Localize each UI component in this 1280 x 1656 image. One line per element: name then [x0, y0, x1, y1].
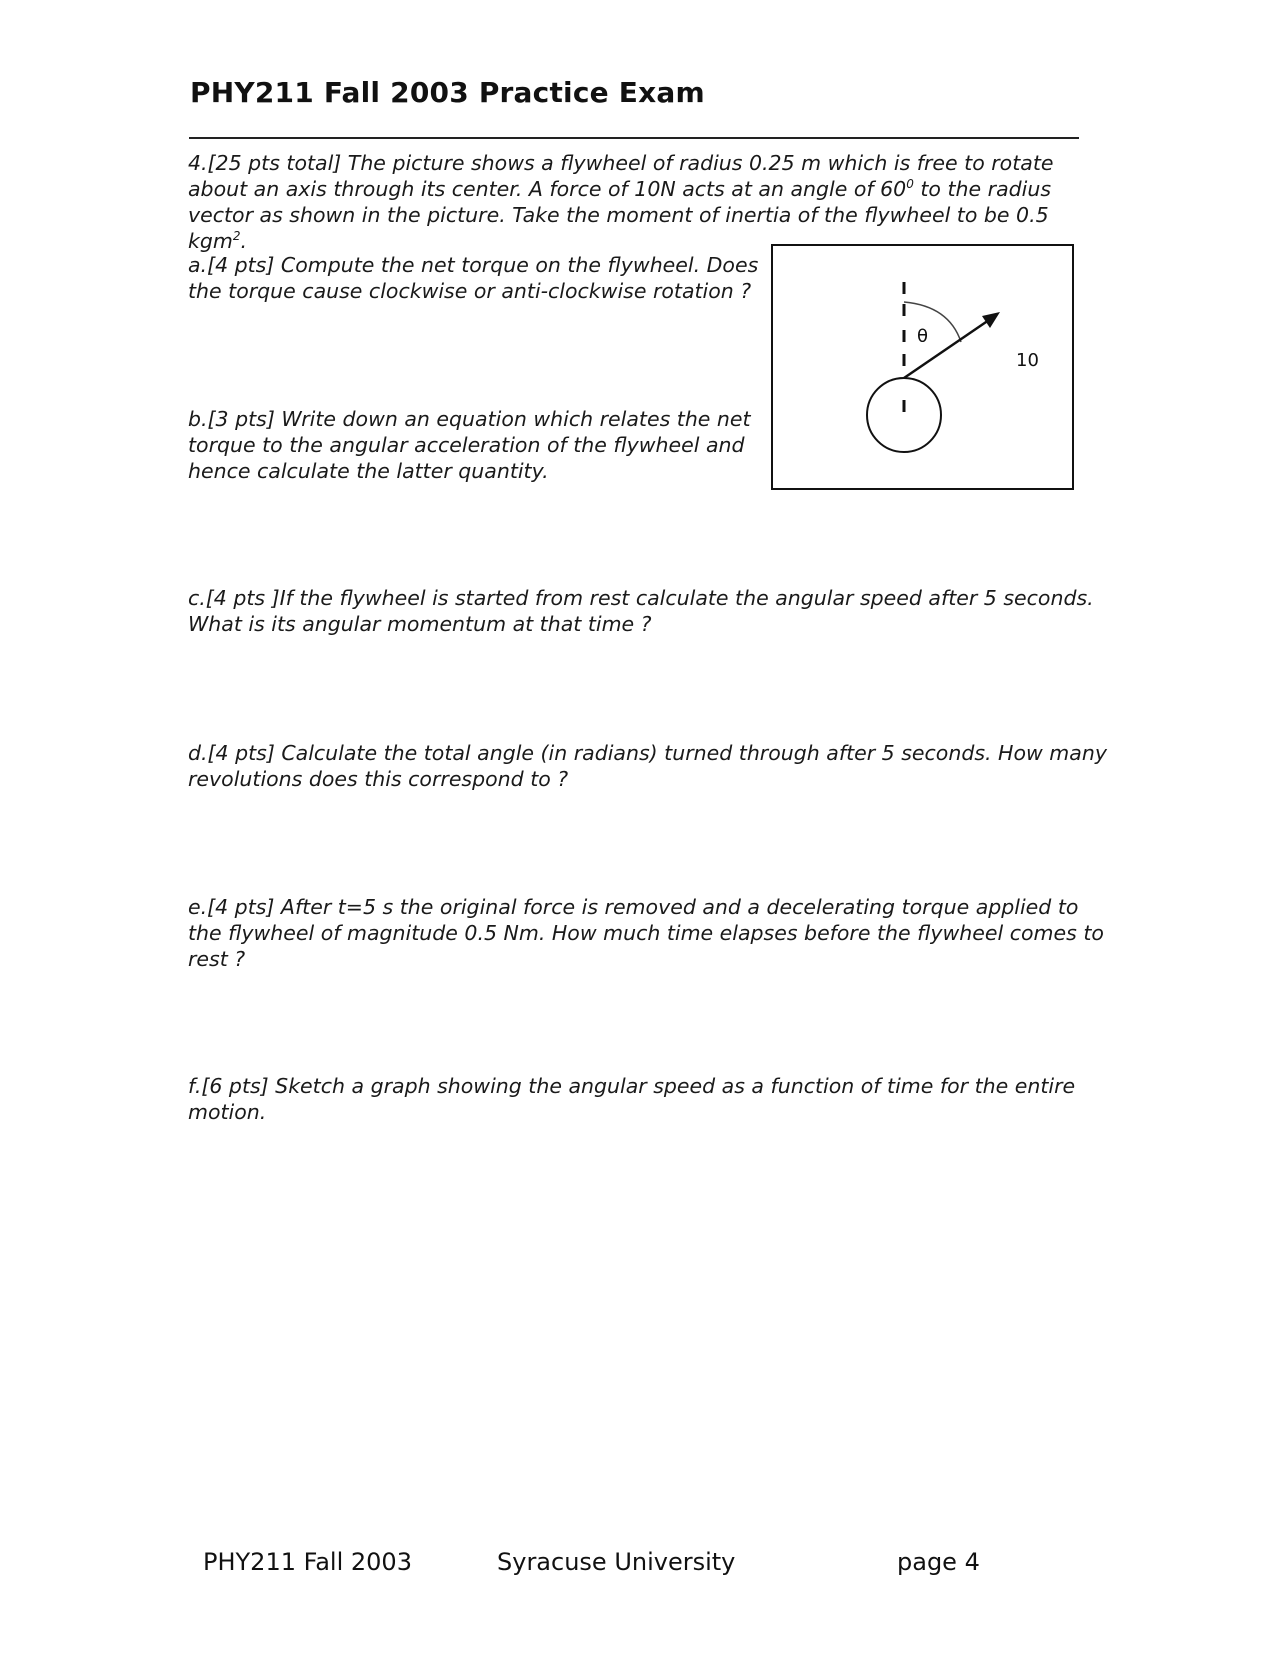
- question-f: f.[6 pts] Sketch a graph showing the angular speed as a function of time for the entire motion.: [188, 1074, 1076, 1124]
- page-title: PHY211 Fall 2003 Practice Exam: [190, 76, 705, 109]
- intro-text-3: .: [240, 229, 248, 253]
- question-e: e.[4 pts] After t=5 s the original force is removed and a decelerating torque applied to the flywheel of magnitude 0.5 Nm. How much time elapses before the flywheel comes to rest ?: [188, 895, 1104, 971]
- footer-page-number: page 4: [897, 1548, 980, 1576]
- degree-superscript: 0: [906, 177, 914, 191]
- title-divider: [189, 137, 1079, 139]
- force-label: 10: [1016, 350, 1039, 371]
- intro-text-2: to the radius vector as shown in the picture. Take the moment of inertia of the flywheel to be 0.5 kgm: [188, 177, 1052, 253]
- question-c: c.[4 pts ]If the flywheel is started from rest calculate the angular speed after 5 seconds. What is its angular momentum at that time ?: [188, 586, 1094, 636]
- problem-intro: [188, 150, 1108, 254]
- question-d: d.[4 pts] Calculate the total angle (in radians) turned through after 5 seconds. How many revolutions does this correspond to ?: [188, 741, 1107, 791]
- squared-superscript: 2: [232, 229, 241, 243]
- flywheel-diagram: [771, 244, 1074, 490]
- question-a: a.[4 pts] Compute the net torque on the flywheel. Does the torque cause clockwise or anti-clockwise rotation ?: [188, 253, 759, 303]
- footer-course: PHY211 Fall 2003: [203, 1548, 412, 1576]
- question-b: b.[3 pts] Write down an equation which relates the net torque to the angular acceleration of the flywheel and hence calculate the latter quantity.: [188, 407, 751, 483]
- intro-text-1: 4.[25 pts total] The picture shows a flywheel of radius 0.25 m which is free to rotate about an axis through its center. A force of 10N acts at an angle of 60: [188, 151, 1054, 201]
- angle-label: θ: [917, 326, 929, 347]
- footer-institution: Syracuse University: [497, 1548, 736, 1576]
